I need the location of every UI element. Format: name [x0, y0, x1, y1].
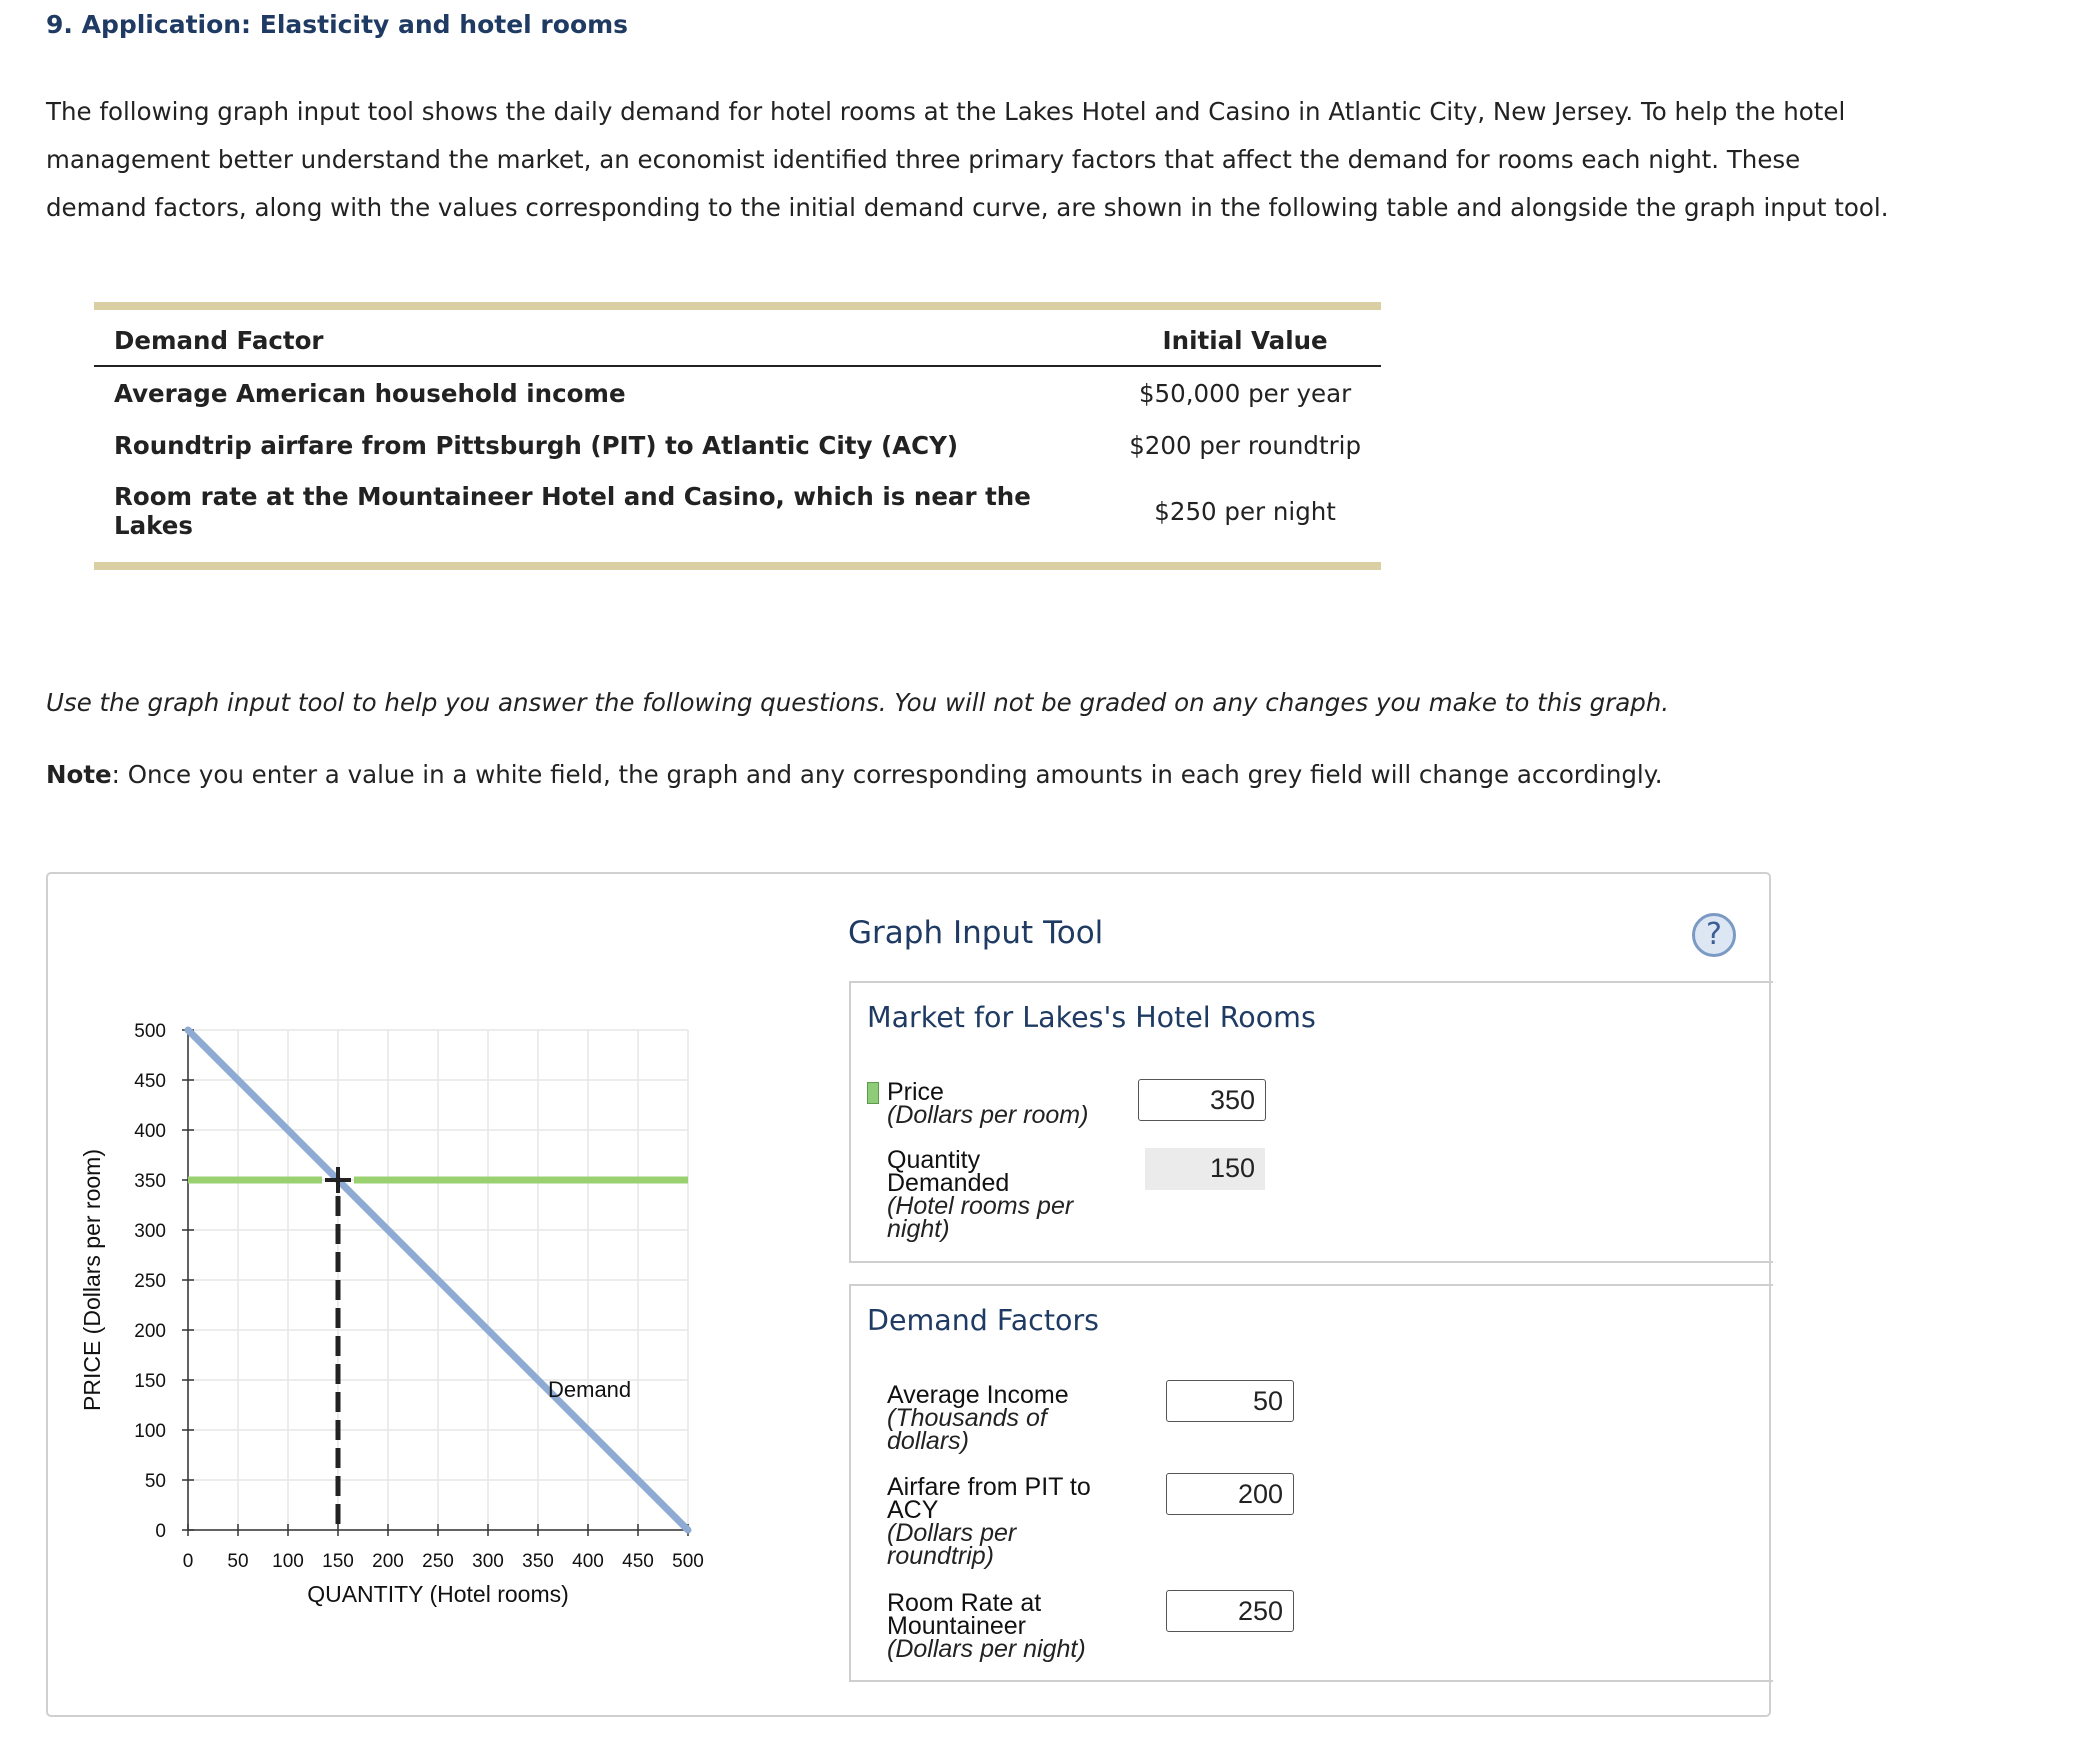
x-axis-title: QUANTITY (Hotel rooms): [307, 1581, 569, 1607]
price-unit-label: (Dollars per room): [887, 1101, 1089, 1129]
factor-cell: Average American household income: [114, 378, 626, 408]
room-rate-unit-label: (Dollars per night): [887, 1635, 1086, 1663]
help-icon[interactable]: ?: [1692, 913, 1736, 957]
x-tick-label: 0: [182, 1551, 194, 1572]
market-panel: [849, 981, 1773, 1263]
demand-curve-label: Demand: [548, 1377, 632, 1402]
income-label: [887, 1381, 1069, 1455]
demand-factors-title: Demand Factors: [867, 1304, 1100, 1337]
x-tick-label: 500: [672, 1551, 704, 1572]
x-tick-label: 350: [522, 1551, 554, 1572]
y-tick-label: 200: [134, 1321, 166, 1342]
income-unit-line-2: dollars): [887, 1427, 969, 1455]
income-label-text: Average Income: [887, 1381, 1069, 1409]
factor-cell: Room rate at the Mountaineer Hotel and Casino, which is near the Lakes: [114, 482, 1031, 540]
page-heading: 9. Application: Elasticity and hotel rooms: [46, 10, 629, 39]
intro-paragraph: The following graph input tool shows the daily demand for hotel rooms at the Lakes Hotel and Casino in Atlantic City, New Jersey. To help the hotel management better understand the market, an economist identified three primary factors that affect the demand for rooms each night. These demand factors, along with the values corresponding to the initial demand curve, are shown in the following table and alongside the graph input tool.: [46, 97, 1889, 222]
value-cell: $50,000 per year: [1138, 378, 1352, 408]
y-tick-label: 350: [134, 1171, 166, 1192]
note-label: Note: [46, 760, 112, 789]
x-tick-label: 250: [422, 1551, 454, 1572]
room-rate-label: [887, 1589, 1086, 1663]
quantity-label: [887, 1146, 1074, 1243]
x-tick-label: 300: [472, 1551, 504, 1572]
graph-tool-title: Graph Input Tool: [848, 915, 1104, 951]
demand-factor-table: [94, 302, 1381, 570]
table-row: [94, 419, 1381, 471]
quantity-label-line-2: Demanded: [887, 1169, 1010, 1197]
room-rate-input[interactable]: 250: [1166, 1590, 1294, 1632]
y-tick-label: 400: [134, 1121, 166, 1142]
table-row: [94, 366, 1381, 419]
y-tick-label: 500: [134, 1021, 166, 1042]
y-tick-label: 100: [134, 1421, 166, 1442]
y-tick-label: 0: [155, 1521, 166, 1542]
airfare-label: [887, 1473, 1091, 1570]
factor-cell: Roundtrip airfare from Pittsburgh (PIT) to Atlantic City (ACY): [114, 430, 959, 460]
airfare-input[interactable]: 200: [1166, 1473, 1294, 1515]
price-label-text: Price: [887, 1078, 944, 1106]
y-tick-label: 50: [144, 1471, 166, 1492]
table-header-row: [94, 306, 1381, 366]
airfare-unit-line-1: (Dollars per: [887, 1519, 1017, 1547]
income-unit-line-1: (Thousands of: [887, 1404, 1047, 1432]
airfare-label-line-2: ACY: [887, 1496, 939, 1524]
x-tick-label: 400: [572, 1551, 604, 1572]
quantity-demanded-output: 150: [1145, 1148, 1265, 1190]
room-rate-label-line-2: Mountaineer: [887, 1612, 1026, 1640]
room-rate-label-line-1: Room Rate at: [887, 1589, 1042, 1617]
header-demand-factor: Demand Factor: [94, 306, 1109, 366]
y-tick-label: 150: [134, 1371, 166, 1392]
y-tick-label: 450: [134, 1071, 166, 1092]
airfare-unit-line-2: roundtrip): [887, 1542, 994, 1570]
value-cell: $250 per night: [1154, 496, 1336, 526]
quantity-unit-line-2: night): [887, 1215, 950, 1243]
x-tick-label: 50: [227, 1551, 249, 1572]
note-text: [46, 760, 1663, 789]
table-row: [94, 471, 1381, 566]
x-tick-label: 200: [372, 1551, 404, 1572]
demand-factors-panel: [849, 1284, 1773, 1682]
x-tick-label: 150: [322, 1551, 354, 1572]
quantity-label-line-1: Quantity: [887, 1146, 981, 1174]
y-axis-title: PRICE (Dollars per room): [79, 1149, 105, 1411]
x-tick-label: 100: [272, 1551, 304, 1572]
airfare-label-line-1: Airfare from PIT to: [887, 1473, 1091, 1501]
y-tick-label: 250: [134, 1271, 166, 1292]
instructions-text: Use the graph input tool to help you answer the following questions. You will not be graded on any changes you make to this graph.: [46, 688, 1670, 717]
value-cell: $200 per roundtrip: [1129, 430, 1361, 460]
price-label: [887, 1078, 1089, 1129]
income-input[interactable]: 50: [1166, 1380, 1294, 1422]
price-line-swatch-icon: [867, 1082, 879, 1104]
header-initial-value: Initial Value: [1109, 306, 1381, 366]
note-body: : Once you enter a value in a white field, the graph and any corresponding amounts in each grey field will change accordingly.: [111, 760, 1663, 789]
quantity-unit-line-1: (Hotel rooms per: [887, 1192, 1074, 1220]
demand-graph[interactable]: [70, 1000, 750, 1660]
y-tick-label: 300: [134, 1221, 166, 1242]
x-tick-label: 450: [622, 1551, 654, 1572]
price-input[interactable]: 350: [1138, 1079, 1266, 1121]
market-panel-title: Market for Lakes's Hotel Rooms: [867, 1001, 1316, 1034]
